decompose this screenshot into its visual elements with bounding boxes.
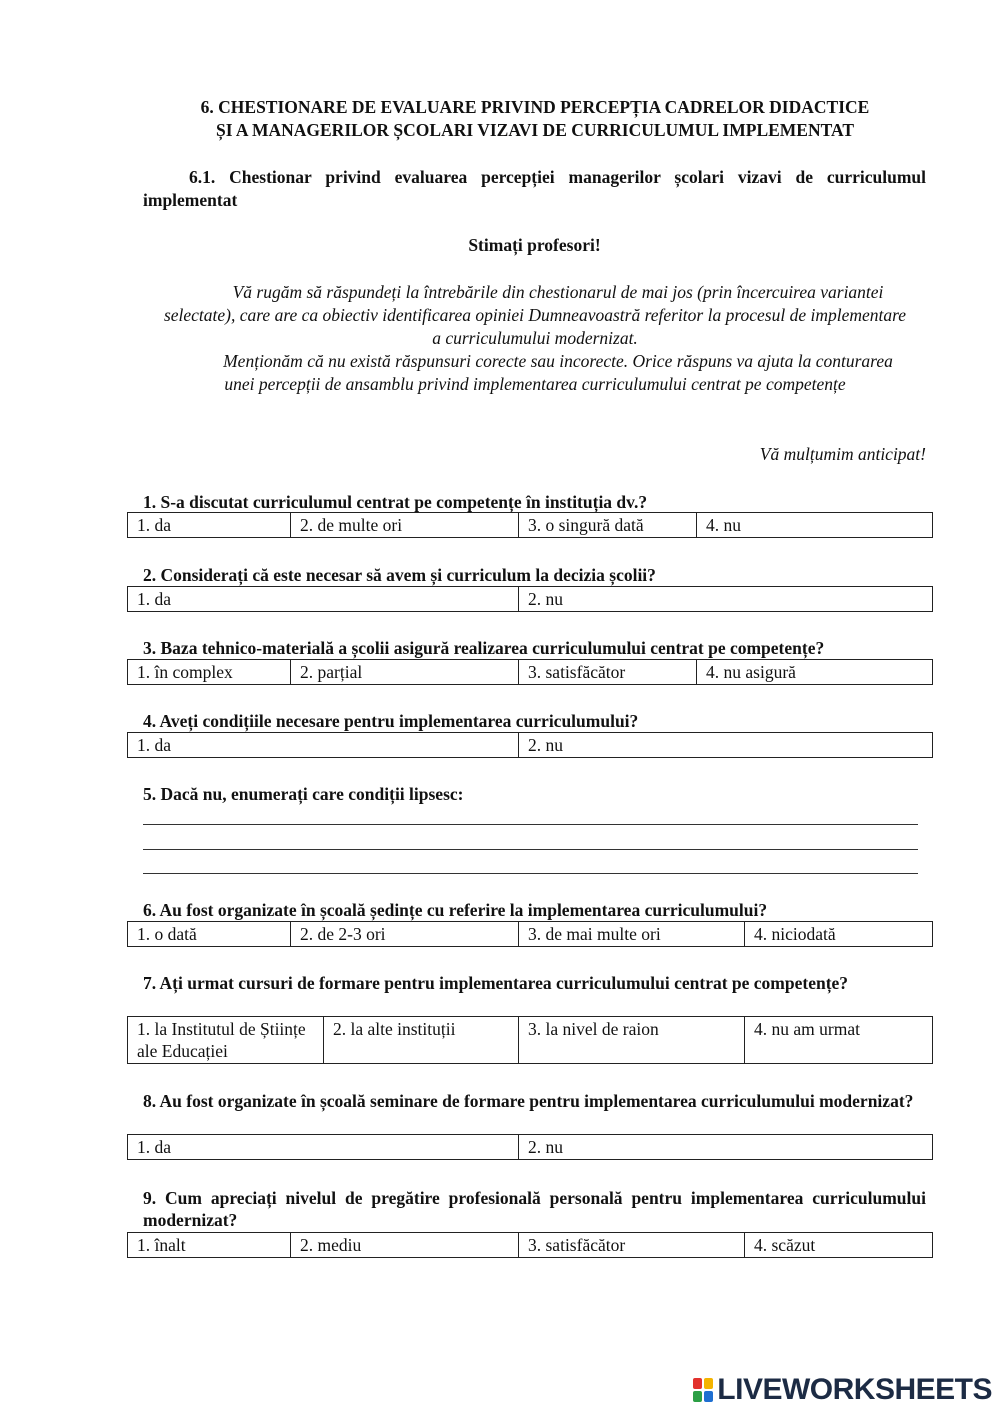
q6-option-2[interactable]: 2. de 2-3 ori [291,922,519,947]
q2-option-1[interactable]: 1. da [128,587,519,612]
question-4-options [127,732,933,758]
question-2-options [127,586,933,612]
question-3-options [127,659,933,685]
q3-option-3[interactable]: 3. satisfăcător [519,660,697,685]
q6-option-4[interactable]: 4. niciodată [745,922,933,947]
answer-line-2[interactable] [143,849,918,850]
intro-paragraph-2 [160,350,910,396]
q3-option-2[interactable]: 2. parțial [291,660,519,685]
q7-option-1[interactable]: 1. la Institutul de Științe ale Educației [128,1017,324,1064]
q8-option-1[interactable]: 1. da [128,1135,519,1160]
question-3: 3. Baza tehnico-materială a școlii asigură realizarea curriculumului centrat pe competențe? [143,638,825,658]
liveworksheets-logo [693,1373,992,1407]
q6-option-1[interactable]: 1. o dată [128,922,291,947]
question-9-options [127,1232,933,1258]
thanks-note: Vă mulțumim anticipat! [759,444,926,464]
q8-option-2[interactable]: 2. nu [519,1135,933,1160]
q7-option-4[interactable]: 4. nu am urmat [745,1017,933,1064]
logo-text: LIVEWORKSHEETS [717,1373,992,1406]
q1-option-3[interactable]: 3. o singură dată [519,513,697,538]
page-title-line-1: 6. CHESTIONARE DE EVALUARE PRIVIND PERCEPȚIA CADRELOR DIDACTICE [200,97,870,117]
q1-option-1[interactable]: 1. da [128,513,291,538]
logo-square-blue [704,1391,713,1402]
question-4: 4. Aveți condițiile necesare pentru implementarea curriculumului? [143,711,639,731]
logo-mark-icon [693,1378,713,1402]
q4-option-2[interactable]: 2. nu [519,733,933,758]
intro-paragraph-1 [160,281,910,350]
question-1: 1. S-a discutat curriculumul centrat pe competențe în instituția dv.? [143,492,648,512]
q7-option-3[interactable]: 3. la nivel de raion [519,1017,745,1064]
logo-square-red [693,1378,702,1389]
q9-option-2[interactable]: 2. mediu [291,1233,519,1258]
answer-line-3[interactable] [143,873,918,874]
question-6-options [127,921,933,947]
intro-paragraph-2-text: Menționăm că nu există răspunsuri corecte sau incorecte. Orice răspuns va ajuta la conturarea unei percepții de ansamblu privind implementarea curriculumului centrat pe competențe [223,351,893,394]
question-8-options [127,1134,933,1160]
question-8: 8. Au fost organizate în școală seminare de formare pentru implementarea curriculumului modernizat? [143,1091,914,1111]
question-7: 7. Ați urmat cursuri de formare pentru implementarea curriculumului centrat pe competențe? [143,973,849,993]
intro-paragraph-1-text: Vă rugăm să răspundeți la întrebările din chestionarul de mai jos (prin încercuirea variantei selectate), care are ca obiectiv identificarea opiniei Dumneavoastră referitor la procesul de implementare a curriculumului modernizat. [163,282,907,348]
question-7-options [127,1016,933,1064]
question-9: 9. Cum apreciați nivelul de pregătire profesională personală pentru implementarea curriculumului modernizat? [143,1188,926,1230]
greeting: Stimați profesori! [468,235,601,255]
q9-option-1[interactable]: 1. înalt [128,1233,291,1258]
section-title: 6.1. Chestionar privind evaluarea percepției managerilor școlari vizavi de curriculumul implementat [143,167,926,210]
page-title [100,96,970,142]
question-6: 6. Au fost organizate în școală ședințe cu referire la implementarea curriculumului? [143,900,768,920]
q1-option-4[interactable]: 4. nu [697,513,933,538]
q4-option-1[interactable]: 1. da [128,733,519,758]
q7-option-2[interactable]: 2. la alte instituții [324,1017,519,1064]
q6-option-3[interactable]: 3. de mai multe ori [519,922,745,947]
logo-square-green [693,1391,702,1402]
question-2: 2. Considerați că este necesar să avem și curriculum la decizia școlii? [143,565,656,585]
q2-option-2[interactable]: 2. nu [519,587,933,612]
page-title-line-2: ȘI A MANAGERILOR ȘCOLARI VIZAVI DE CURRICULUMUL IMPLEMENTAT [215,120,855,140]
question-5: 5. Dacă nu, enumerați care condiții lipsesc: [143,784,464,804]
logo-square-yellow [704,1378,713,1389]
q1-option-2[interactable]: 2. de multe ori [291,513,519,538]
q3-option-1[interactable]: 1. în complex [128,660,291,685]
q9-option-4[interactable]: 4. scăzut [745,1233,933,1258]
answer-line-1[interactable] [143,824,918,825]
q3-option-4[interactable]: 4. nu asigură [697,660,933,685]
q9-option-3[interactable]: 3. satisfăcător [519,1233,745,1258]
question-1-options [127,512,933,538]
